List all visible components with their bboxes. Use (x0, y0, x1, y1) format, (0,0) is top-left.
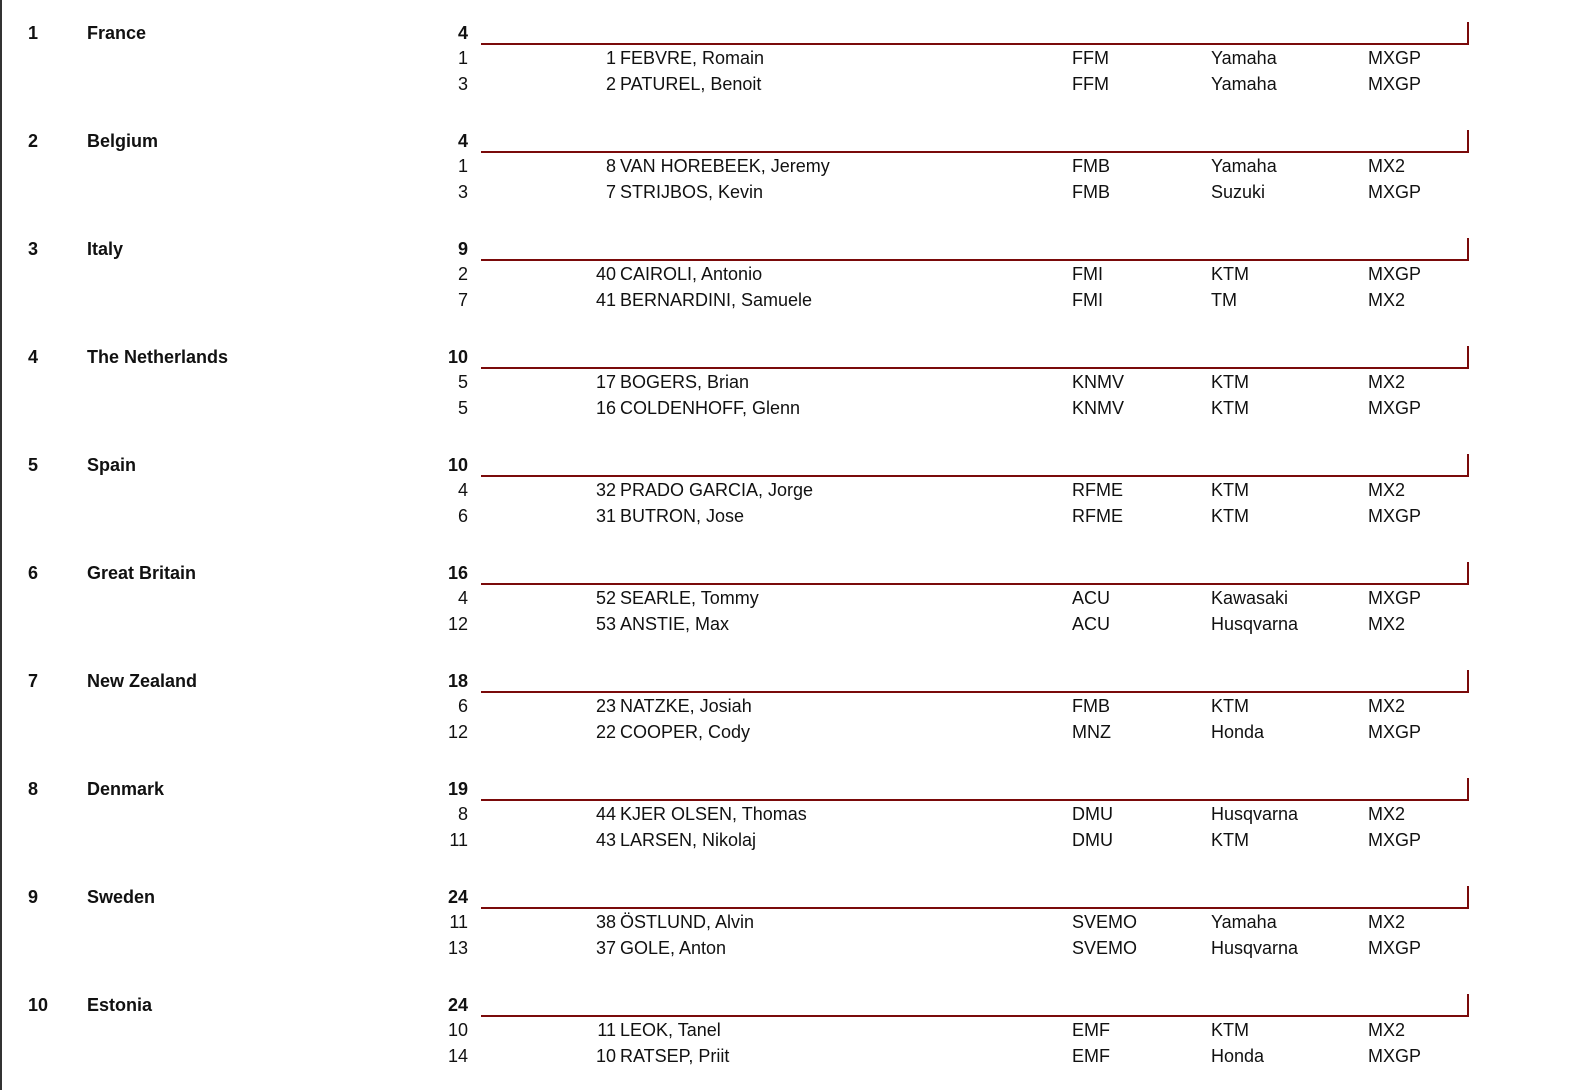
rider-class: MX2 (1368, 156, 1406, 176)
rider-number: 17 (595, 372, 616, 392)
rider-class: MXGP (1368, 398, 1422, 418)
rider-number: 37 (595, 938, 616, 958)
rider-name: ANSTIE, Max (620, 614, 730, 634)
rider-class: MXGP (1368, 1046, 1422, 1066)
rider-manufacturer: Husqvarna (1211, 614, 1299, 634)
team-block (0, 0, 1596, 108)
team-block (0, 216, 1596, 324)
rider-number: 2 (605, 74, 616, 94)
rider-federation: DMU (1072, 804, 1113, 824)
team-divider (481, 907, 1469, 909)
rider-manufacturer: TM (1211, 290, 1237, 310)
rider-name: BOGERS, Brian (620, 372, 750, 392)
rider-number: 53 (595, 614, 616, 634)
team-rank: 8 (28, 779, 39, 799)
rider-federation: KNMV (1072, 398, 1125, 418)
team-rank: 2 (28, 131, 39, 151)
team-nation: Estonia (87, 995, 153, 1015)
team-nation: Italy (87, 239, 124, 259)
rider-class: MXGP (1368, 938, 1422, 958)
rider-position: 3 (457, 74, 468, 94)
rider-position: 14 (447, 1046, 468, 1066)
team-points: 4 (457, 131, 468, 151)
rider-position: 7 (457, 290, 468, 310)
team-rank: 4 (28, 347, 39, 367)
team-points: 24 (447, 995, 468, 1015)
team-divider-end (1467, 994, 1469, 1017)
rider-class: MX2 (1368, 912, 1406, 932)
team-points: 16 (447, 563, 468, 583)
rider-number: 16 (595, 398, 616, 418)
rider-position: 4 (457, 480, 468, 500)
team-divider-end (1467, 886, 1469, 909)
rider-name: PATUREL, Benoit (620, 74, 762, 94)
rider-class: MX2 (1368, 804, 1406, 824)
team-divider-end (1467, 562, 1469, 585)
rider-number: 41 (595, 290, 616, 310)
rider-name: LARSEN, Nikolaj (620, 830, 757, 850)
rider-federation: RFME (1072, 480, 1123, 500)
rider-class: MXGP (1368, 588, 1422, 608)
team-block (0, 432, 1596, 540)
rider-position: 1 (457, 48, 468, 68)
team-nation: Great Britain (87, 563, 197, 583)
rider-number: 7 (605, 182, 616, 202)
rider-position: 12 (447, 722, 468, 742)
rider-name: COLDENHOFF, Glenn (620, 398, 801, 418)
team-divider (481, 583, 1469, 585)
rider-name: BUTRON, Jose (620, 506, 745, 526)
rider-position: 13 (447, 938, 468, 958)
rider-manufacturer: KTM (1211, 398, 1249, 418)
rider-manufacturer: KTM (1211, 1020, 1249, 1040)
team-rank: 5 (28, 455, 39, 475)
rider-name: COOPER, Cody (620, 722, 751, 742)
team-rank: 3 (28, 239, 39, 259)
rider-federation: FMB (1072, 156, 1110, 176)
rider-number: 43 (595, 830, 616, 850)
rider-class: MX2 (1368, 696, 1406, 716)
rider-position: 12 (447, 614, 468, 634)
rider-name: PRADO GARCIA, Jorge (620, 480, 814, 500)
rider-manufacturer: Kawasaki (1211, 588, 1289, 608)
rider-federation: ACU (1072, 614, 1111, 634)
rider-name: ÖSTLUND, Alvin (620, 912, 755, 932)
rider-position: 5 (457, 372, 468, 392)
rider-number: 32 (595, 480, 616, 500)
team-divider (481, 475, 1469, 477)
rider-manufacturer: Yamaha (1211, 48, 1277, 68)
rider-class: MX2 (1368, 1020, 1406, 1040)
rider-name: CAIROLI, Antonio (620, 264, 763, 284)
rider-federation: KNMV (1072, 372, 1125, 392)
team-divider (481, 259, 1469, 261)
rider-number: 11 (597, 1020, 616, 1040)
rider-class: MXGP (1368, 182, 1422, 202)
rider-number: 8 (605, 156, 616, 176)
team-points: 9 (457, 239, 468, 259)
rider-position: 5 (457, 398, 468, 418)
rider-name: STRIJBOS, Kevin (620, 182, 764, 202)
rider-federation: FMB (1072, 696, 1110, 716)
rider-position: 6 (457, 696, 468, 716)
rider-name: BERNARDINI, Samuele (620, 290, 813, 310)
rider-class: MX2 (1368, 290, 1406, 310)
team-divider-end (1467, 670, 1469, 693)
rider-class: MXGP (1368, 74, 1422, 94)
team-rank: 10 (28, 995, 49, 1015)
rider-federation: EMF (1072, 1020, 1110, 1040)
rider-federation: EMF (1072, 1046, 1110, 1066)
team-divider (481, 43, 1469, 45)
rider-manufacturer: Suzuki (1211, 182, 1266, 202)
team-points: 19 (447, 779, 468, 799)
team-divider-end (1467, 238, 1469, 261)
team-rank: 9 (28, 887, 39, 907)
rider-class: MXGP (1368, 506, 1422, 526)
rider-position: 8 (457, 804, 468, 824)
rider-number: 23 (595, 696, 616, 716)
team-nation: France (87, 23, 147, 43)
rider-position: 10 (447, 1020, 468, 1040)
team-points: 18 (447, 671, 468, 691)
rider-manufacturer: KTM (1211, 506, 1249, 526)
team-block (0, 108, 1596, 216)
rider-manufacturer: KTM (1211, 830, 1249, 850)
team-nation: New Zealand (87, 671, 198, 691)
team-nation: The Netherlands (87, 347, 229, 367)
rider-name: NATZKE, Josiah (620, 696, 752, 716)
rider-name: VAN HOREBEEK, Jeremy (620, 156, 830, 176)
rider-class: MX2 (1368, 372, 1406, 392)
team-divider (481, 1015, 1469, 1017)
team-divider (481, 691, 1469, 693)
team-block (0, 756, 1596, 864)
team-rank: 6 (28, 563, 39, 583)
rider-number: 44 (595, 804, 616, 824)
team-divider (481, 367, 1469, 369)
team-points: 10 (447, 455, 468, 475)
team-divider (481, 151, 1469, 153)
rider-federation: DMU (1072, 830, 1113, 850)
rider-name: FEBVRE, Romain (620, 48, 765, 68)
rider-federation: ACU (1072, 588, 1111, 608)
rider-name: GOLE, Anton (620, 938, 727, 958)
team-nation: Denmark (87, 779, 165, 799)
team-nation: Sweden (87, 887, 156, 907)
rider-position: 11 (449, 830, 468, 850)
rider-manufacturer: Honda (1211, 722, 1265, 742)
team-points: 10 (447, 347, 468, 367)
team-nation: Spain (87, 455, 137, 475)
rider-position: 3 (457, 182, 468, 202)
rider-manufacturer: KTM (1211, 264, 1249, 284)
rider-federation: FFM (1072, 74, 1109, 94)
rider-manufacturer: Husqvarna (1211, 804, 1299, 824)
team-rank: 1 (28, 23, 39, 43)
rider-position: 2 (457, 264, 468, 284)
rider-class: MX2 (1368, 614, 1406, 634)
rider-number: 31 (595, 506, 616, 526)
rider-federation: FMB (1072, 182, 1110, 202)
rider-position: 1 (457, 156, 468, 176)
team-divider-end (1467, 778, 1469, 801)
rider-manufacturer: Honda (1211, 1046, 1265, 1066)
rider-name: KJER OLSEN, Thomas (620, 804, 807, 824)
rider-name: SEARLE, Tommy (620, 588, 759, 608)
rider-number: 1 (605, 48, 616, 68)
rider-number: 10 (595, 1046, 616, 1066)
team-block (0, 324, 1596, 432)
rider-manufacturer: Yamaha (1211, 912, 1277, 932)
team-divider-end (1467, 346, 1469, 369)
team-divider-end (1467, 454, 1469, 477)
rider-class: MXGP (1368, 264, 1422, 284)
rider-position: 4 (457, 588, 468, 608)
rider-manufacturer: Yamaha (1211, 74, 1277, 94)
rider-number: 40 (595, 264, 616, 284)
rider-manufacturer: Husqvarna (1211, 938, 1299, 958)
team-nation: Belgium (87, 131, 159, 151)
rider-position: 11 (449, 912, 468, 932)
team-points: 4 (457, 23, 468, 43)
rider-class: MXGP (1368, 722, 1422, 742)
rider-number: 52 (595, 588, 616, 608)
rider-name: RATSEP, Priit (620, 1046, 730, 1066)
team-block (0, 648, 1596, 756)
team-divider-end (1467, 130, 1469, 153)
rider-manufacturer: KTM (1211, 480, 1249, 500)
rider-class: MXGP (1368, 830, 1422, 850)
rider-class: MX2 (1368, 480, 1406, 500)
rider-federation: FMI (1072, 264, 1103, 284)
rider-federation: SVEMO (1072, 912, 1138, 932)
rider-federation: SVEMO (1072, 938, 1138, 958)
team-block (0, 972, 1596, 1080)
rider-federation: FFM (1072, 48, 1109, 68)
team-divider (481, 799, 1469, 801)
team-block (0, 864, 1596, 972)
team-block (0, 540, 1596, 648)
rider-federation: RFME (1072, 506, 1123, 526)
rider-manufacturer: KTM (1211, 372, 1249, 392)
team-rank: 7 (28, 671, 39, 691)
rider-manufacturer: KTM (1211, 696, 1249, 716)
team-divider-end (1467, 22, 1469, 45)
rider-name: LEOK, Tanel (620, 1020, 721, 1040)
rider-federation: MNZ (1072, 722, 1111, 742)
rider-number: 38 (595, 912, 616, 932)
rider-federation: FMI (1072, 290, 1103, 310)
team-points: 24 (447, 887, 468, 907)
rider-class: MXGP (1368, 48, 1422, 68)
rider-manufacturer: Yamaha (1211, 156, 1277, 176)
rider-position: 6 (457, 506, 468, 526)
rider-number: 22 (595, 722, 616, 742)
